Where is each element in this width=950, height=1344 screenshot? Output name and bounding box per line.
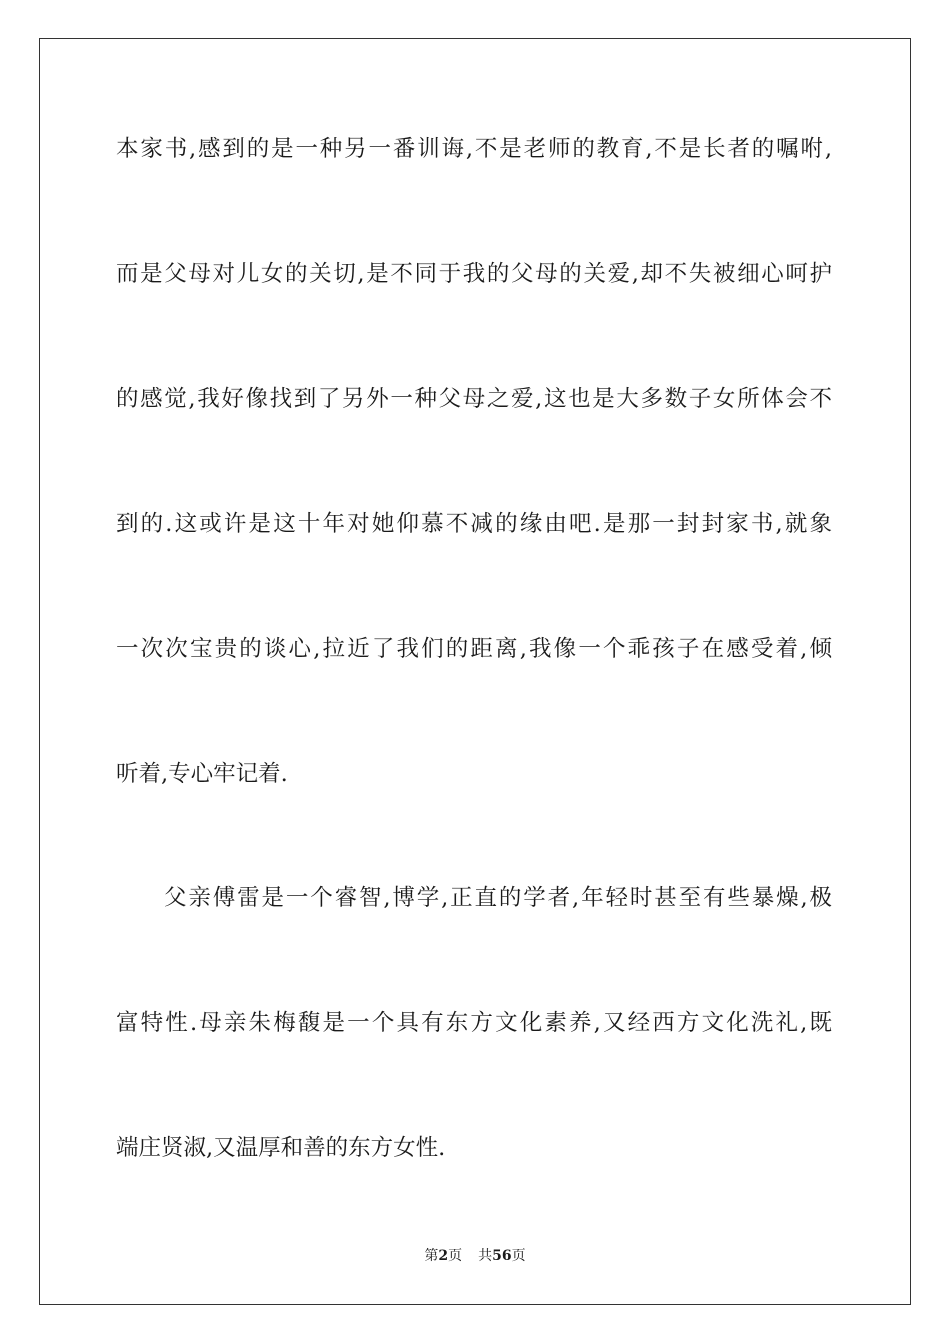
text-line-8: 富特性.母亲朱梅馥是一个具有东方文化素养,又经西方文化洗礼,既 [116, 1010, 832, 1036]
page-footer [0, 1246, 950, 1266]
text-line-1: 本家书,感到的是一种另一番训诲,不是老师的教育,不是长者的嘱咐, [116, 136, 832, 162]
page-prefix: 第 [424, 1248, 439, 1264]
total-prefix: 共 [478, 1248, 493, 1264]
total-pages: 56 [492, 1248, 512, 1264]
text-line-3: 的感觉,我好像找到了另外一种父母之爱,这也是大多数子女所体会不 [116, 386, 832, 412]
text-line-7: 父亲傅雷是一个睿智,博学,正直的学者,年轻时甚至有些暴燥,极 [164, 885, 832, 911]
text-line-6: 听着,专心牢记着. [116, 761, 288, 787]
text-line-4: 到的.这或许是这十年对她仰慕不减的缘由吧.是那一封封家书,就象 [116, 511, 832, 537]
page-suffix: 页 [448, 1248, 463, 1264]
page-border [39, 38, 911, 1305]
text-line-9: 端庄贤淑,又温厚和善的东方女性. [116, 1135, 446, 1161]
page-number: 2 [438, 1248, 449, 1264]
text-line-2: 而是父母对儿女的关切,是不同于我的父母的关爱,却不失被细心呵护 [116, 261, 832, 287]
total-suffix: 页 [511, 1248, 526, 1264]
text-line-5: 一次次宝贵的谈心,拉近了我们的距离,我像一个乖孩子在感受着,倾 [116, 636, 832, 662]
